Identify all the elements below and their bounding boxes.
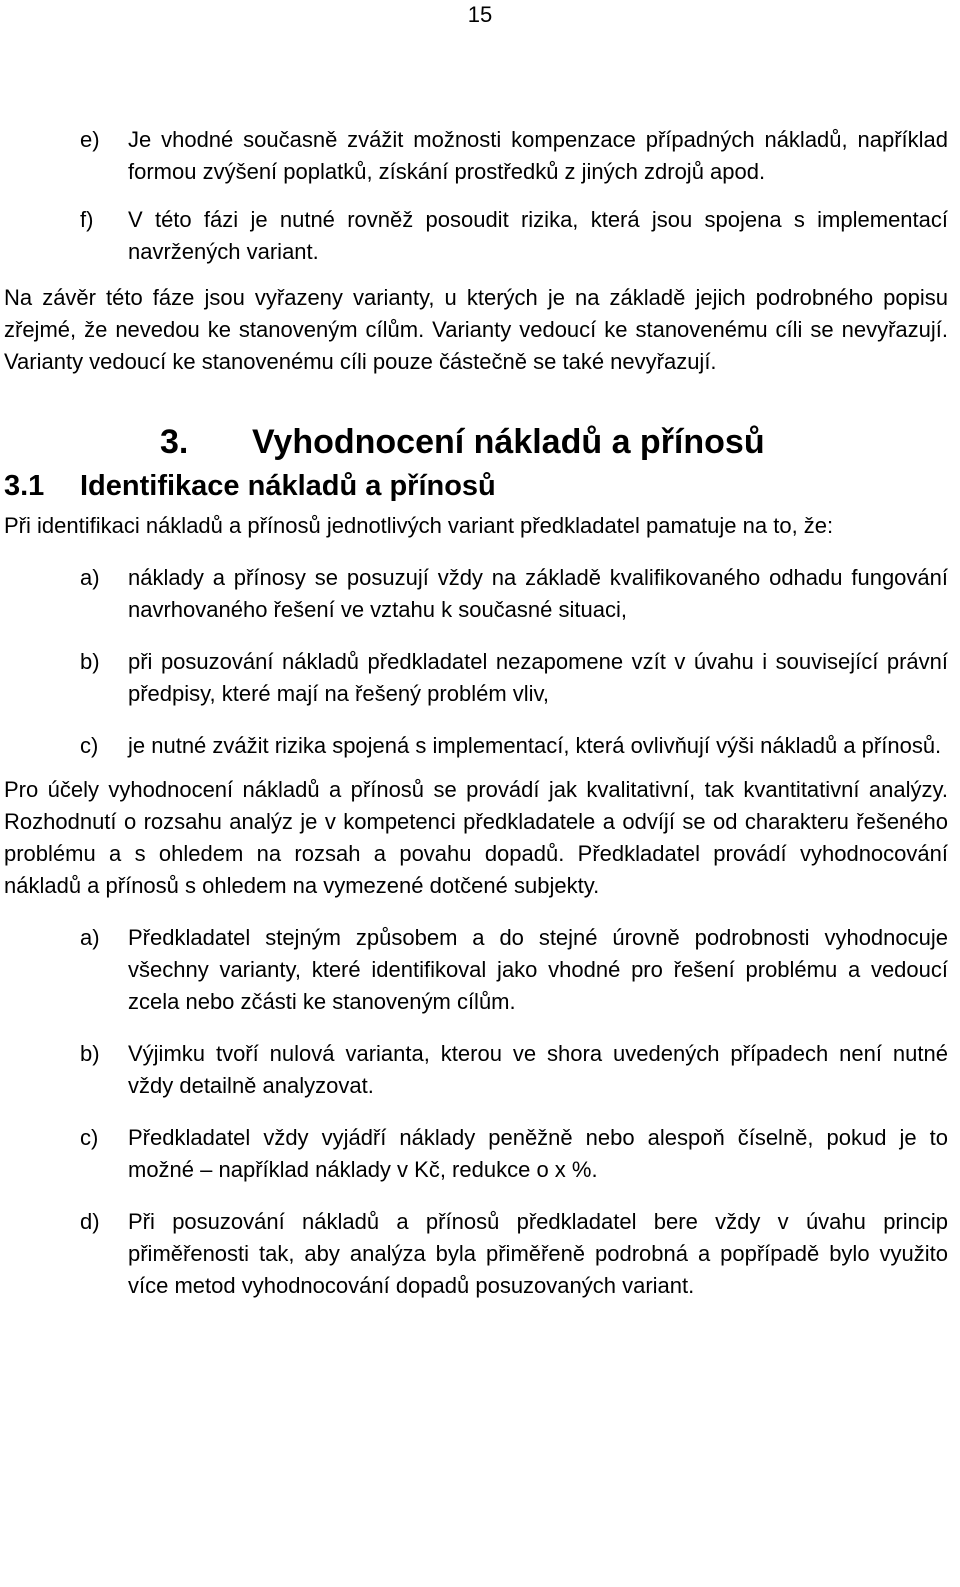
list-marker: a) <box>80 925 100 950</box>
section-heading <box>4 422 948 462</box>
list-marker: c) <box>80 1125 99 1150</box>
list-item-c <box>4 730 948 762</box>
list-item-d <box>4 1206 948 1302</box>
list-marker: b) <box>80 649 100 674</box>
document-body <box>4 124 948 1302</box>
list-mid <box>4 562 948 762</box>
list-item-text: při posuzování nákladů předkladatel nezapomene vzít v úvahu i související právní předpisy, které mají na řešený problém vliv, <box>128 649 948 706</box>
subsection-heading <box>4 466 948 506</box>
list-item-e <box>4 124 948 188</box>
list-item-text: je nutné zvážit rizika spojená s implementací, která ovlivňují výši nákladů a přínosů. <box>128 733 942 758</box>
list-marker: a) <box>80 565 100 590</box>
list-item-text: Předkladatel stejným způsobem a do stejné úrovně podrobnosti vyhodnocuje všechny varianty, které identifikoval jako vhodné pro řešení problému a vedoucí zcela nebo zčásti ke stanoveným cílům. <box>128 925 948 1014</box>
paragraph-conclusion: Na závěr této fáze jsou vyřazeny varianty, u kterých je na základě jejich podrobného popisu zřejmé, že nevedou ke stanoveným cílům. Varianty vedoucí ke stanovenému cíli se nevyřazují. Varianty vedoucí ke stanovenému cíli pouze částečně se také nevyřazují. <box>4 285 948 374</box>
section-title: Vyhodnocení nákladů a přínosů <box>252 423 765 461</box>
list-item-a <box>4 922 948 1018</box>
paragraph-evaluation: Pro účely vyhodnocení nákladů a přínosů se provádí jak kvalitativní, tak kvantitativní analýzy. Rozhodnutí o rozsahu analýz je v kompetenci předkladatele a odvíjí se od charakteru řešeného problému a s ohledem na rozsah a povahu dopadů. Předkladatel provádí vyhodnocování nákladů a přínosů s ohledem na vymezené dotčené subjekty. <box>4 777 948 898</box>
list-item-f <box>4 204 948 268</box>
subsection-title: Identifikace nákladů a přínosů <box>80 470 496 502</box>
list-item-text: Při posuzování nákladů a přínosů předkladatel bere vždy v úvahu princip přiměřenosti tak, aby analýza byla přiměřeně podrobná a popřípadě bylo využito více metod vyhodnocování dopadů posuzovaných variant. <box>128 1209 948 1298</box>
list-item-text: Výjimku tvoří nulová varianta, kterou ve shora uvedených případech není nutné vždy detailně analyzovat. <box>128 1041 948 1098</box>
list-item-text: náklady a přínosy se posuzují vždy na základě kvalifikovaného odhadu fungování navrhovaného řešení ve vztahu k současné situaci, <box>128 565 948 622</box>
paragraph-identification: Při identifikaci nákladů a přínosů jednotlivých variant předkladatel pamatuje na to, že: <box>4 513 834 538</box>
section-number: 3. <box>160 423 189 461</box>
list-top <box>4 124 948 268</box>
list-item-c <box>4 1122 948 1186</box>
list-marker: c) <box>80 733 99 758</box>
list-item-b <box>4 1038 948 1102</box>
list-marker: d) <box>80 1209 100 1234</box>
list-marker: f) <box>80 207 94 232</box>
list-item-text: Je vhodné současně zvážit možnosti kompenzace případných nákladů, například formou zvýšení poplatků, získání prostředků z jiných zdrojů apod. <box>128 127 948 184</box>
list-item-text: Předkladatel vždy vyjádří náklady peněžně nebo alespoň číselně, pokud je to možné – například náklady v Kč, redukce o x %. <box>128 1125 948 1182</box>
list-marker: b) <box>80 1041 100 1066</box>
list-item-b <box>4 646 948 710</box>
list-bottom <box>4 922 948 1302</box>
subsection-number: 3.1 <box>4 470 45 502</box>
list-marker: e) <box>80 127 100 152</box>
list-item-a <box>4 562 948 626</box>
list-item-text: V této fázi je nutné rovněž posoudit rizika, která jsou spojena s implementací navržených variant. <box>128 207 948 264</box>
page-number: 15 <box>467 2 493 27</box>
